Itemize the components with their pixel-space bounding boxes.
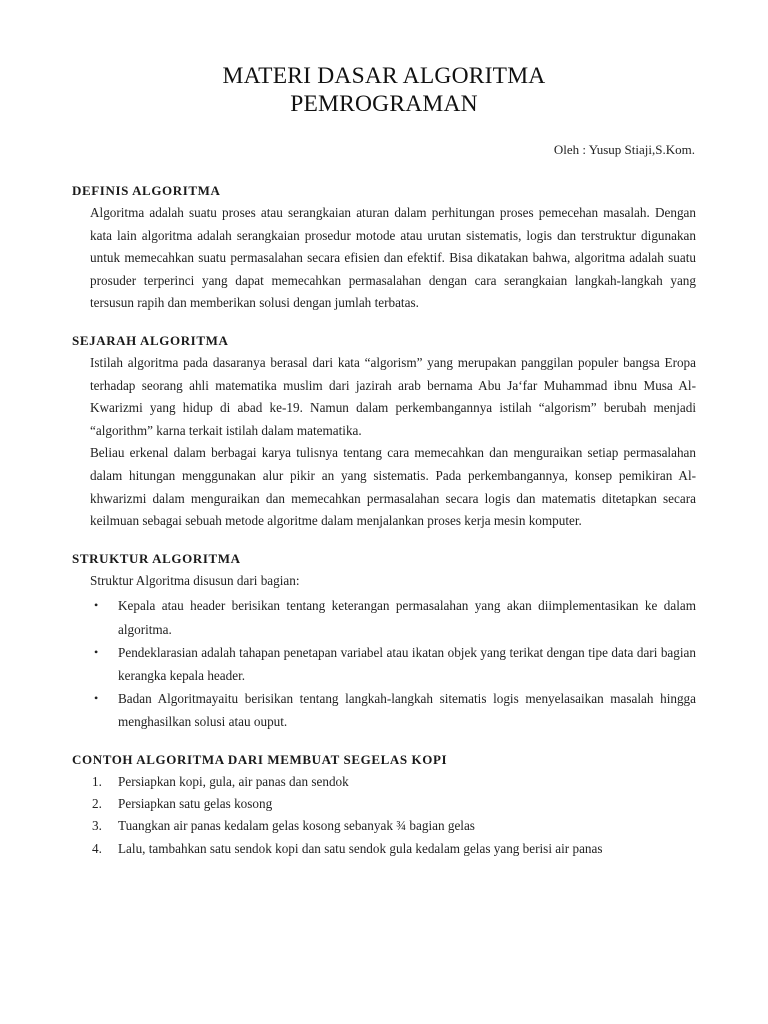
list-item-text: Kepala atau header berisikan tentang keterangan permasalahan yang akan diimplementasikan ke dalam algoritma.	[118, 598, 696, 637]
section-sejarah	[72, 333, 696, 533]
step-text: Persiapkan satu gelas kosong	[118, 795, 273, 811]
list-item	[72, 838, 696, 860]
section-heading: DEFINIS ALGORITMA	[72, 183, 221, 198]
title-line-1: MATERI DASAR ALGORITMA	[222, 63, 546, 89]
bullet-icon: •	[94, 691, 99, 706]
section-heading: CONTOH ALGORITMA DARI MEMBUAT SEGELAS KOPI	[72, 751, 448, 767]
step-number: 2.	[92, 795, 102, 811]
document-title	[72, 62, 696, 118]
bullet-icon: •	[94, 644, 99, 659]
step-text: Tuangkan air panas kedalam gelas kosong sebanyak ¾ bagian gelas	[118, 818, 475, 834]
list-item	[72, 815, 696, 837]
list-item	[72, 594, 696, 640]
paragraph: Algoritma adalah suatu proses atau serangkaian aturan dalam perhitungan proses pemecehan masalah. Dengan kata lain algoritma adalah serangkaian prosedur motode atau urutan sistematis, logis dan terstruktur digunakan untuk memecahkan suatu permasalahan secara efisien dan efektif. Bisa dikatakan bahwa, algoritma adalah suatu prosuder terperinci yang dapat memecahkan permasalahan dengan cara serangkaian langkah-langkah yang tersusun rapih dan memberikan solusi dengan jumlah terbatas.	[90, 205, 696, 311]
section-definisi	[72, 183, 696, 315]
section-heading: SEJARAH ALGORITMA	[72, 332, 229, 348]
bullet-icon: •	[94, 598, 99, 613]
paragraph: Beliau erkenal dalam berbagai karya tulisnya tentang cara memecahkan dan menguraikan setiap permasalahan dalam hitungan menggunakan alur pikir an yang sistematis. Pada perkembangannya, konsep pemikiran Al-khwarizmi dalam menguraikan dan memecahkan permasalahan secara logis dan matematis ditetapkan secara keilmuan sebagai sebuah metode algoritme dalam menjalankan proses kerja mesin komputer.	[90, 445, 696, 529]
section-contoh	[72, 752, 696, 861]
step-text: Lalu, tambahkan satu sendok kopi dan satu sendok gula kedalam gelas yang berisi air panas	[118, 840, 603, 856]
step-text: Persiapkan kopi, gula, air panas dan sendok	[118, 773, 349, 789]
list-item	[72, 771, 696, 793]
step-number: 1.	[92, 773, 102, 789]
section-body	[90, 202, 696, 315]
section-body	[90, 352, 696, 533]
list-item	[72, 687, 696, 733]
bullet-list	[72, 594, 696, 733]
section-intro: Struktur Algoritma disusun dari bagian:	[90, 572, 300, 588]
step-number: 3.	[92, 818, 102, 834]
list-item	[72, 641, 696, 687]
list-item-text: Pendeklarasian adalah tahapan penetapan variabel atau ikatan objek yang terikat dengan tipe data dari bagian kerangka kepala header.	[118, 644, 696, 683]
list-item	[72, 793, 696, 815]
section-heading: STRUKTUR ALGORITMA	[72, 550, 241, 566]
list-item-text: Badan Algoritmayaitu berisikan tentang langkah-langkah sitematis logis menyelasaikan masalah hingga menghasilkan solusi atau ouput.	[118, 691, 696, 730]
numbered-list	[72, 771, 696, 861]
paragraph: Istilah algoritma pada dasaranya berasal dari kata “algorism” yang merupakan panggilan populer bangsa Eropa terhadap seorang ahli matematika muslim dari jazirah arab bernama Abu Ja‘far Muhammad ibnu Musa Al-Kwarizmi yang hidup di abad ke-19. Namun dalam perkembangannya istilah “algorism” berubah menjadi “algorithm” karna terkait istilah dalam matematika.	[90, 354, 696, 438]
author-line: Oleh : Yusup Stiaji,S.Kom.	[553, 142, 695, 157]
section-body	[90, 570, 696, 593]
section-struktur	[72, 551, 696, 734]
title-line-2: PEMROGRAMAN	[290, 91, 478, 117]
step-number: 4.	[92, 840, 102, 856]
